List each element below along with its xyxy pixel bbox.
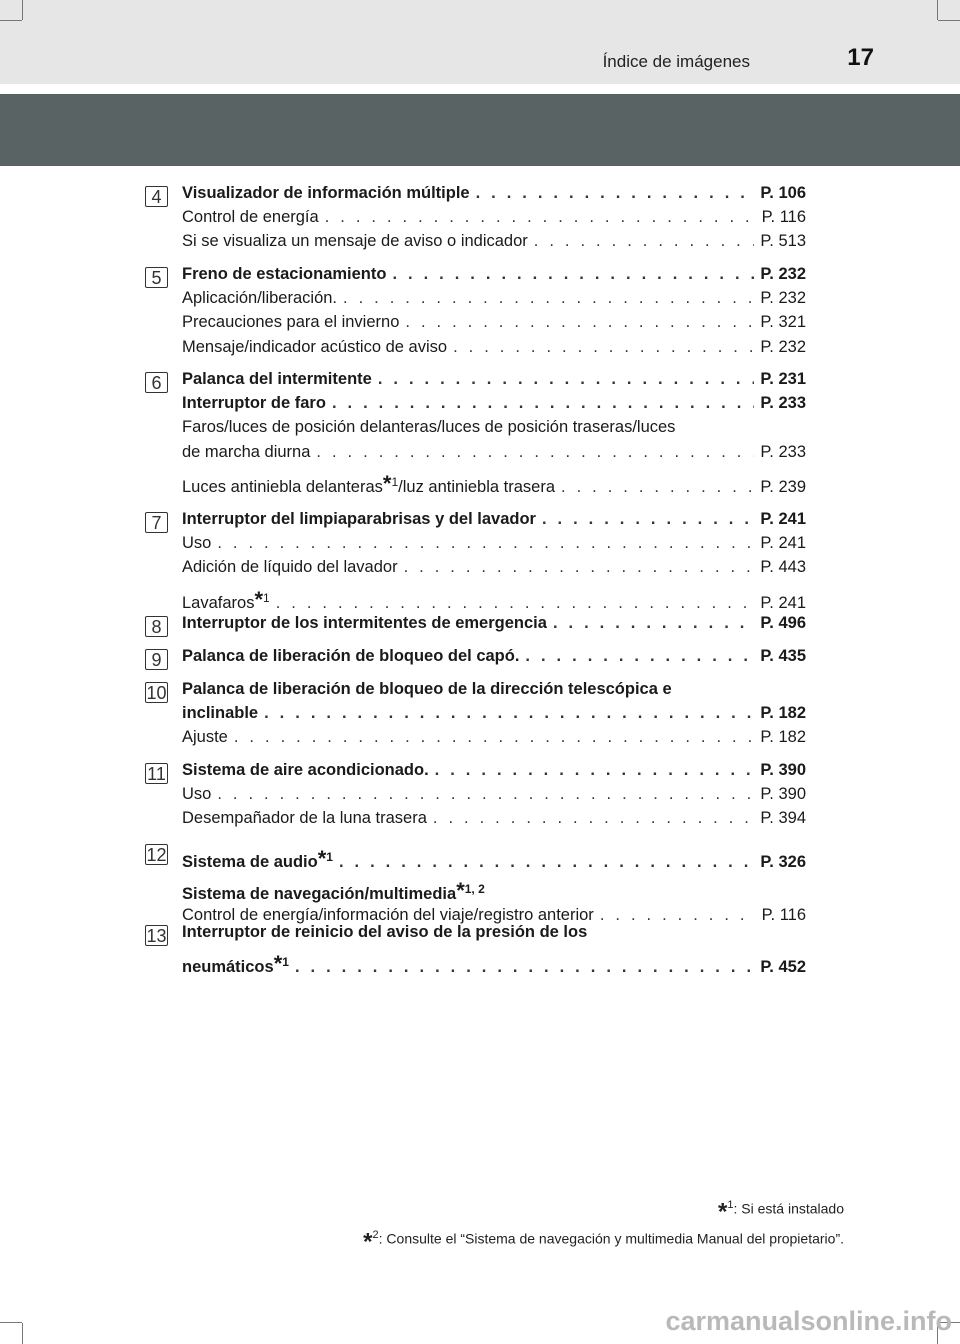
entry-label: Freno de estacionamiento [182,265,387,283]
index-entry[interactable] [182,471,806,495]
dot-leader [378,370,755,389]
item-number-badge: 4 [145,186,168,207]
page-reference[interactable]: P. 232 [760,289,806,308]
page-reference[interactable]: P. 390 [760,785,806,804]
crop-mark [22,0,23,20]
entry-label: Control de energía [182,208,319,227]
footnote-marker: *1 [273,951,289,977]
item-number-badge: 9 [145,649,168,670]
item-number-badge: 10 [146,683,167,703]
entry-label: Uso [182,785,212,804]
entry-label-text: Sistema de audio [182,853,318,871]
entry-label: Interruptor de los intermitentes de emergencia [182,614,547,632]
dot-leader [295,958,754,977]
dot-leader [343,289,754,308]
entry-label: Control de energía/información del viaje/registro anterior [182,906,594,925]
footnote-2: *$^2$: Consulte el “Sistema de navegación y multimedia Manual del propietario”. [363,1228,844,1256]
page-reference[interactable]: P. 394 [760,809,806,828]
page-reference[interactable]: P. 443 [760,558,806,577]
index-entry[interactable] [182,289,806,313]
page-reference[interactable]: P. 321 [760,313,806,332]
entry-label: Aplicación/liberación. [182,289,338,308]
footnote-marker: *1 [382,470,399,496]
entry-label-text: Sistema de navegación/multimedia [182,885,457,904]
entry-label [182,471,555,497]
page-reference[interactable]: P. 232 [760,337,806,356]
page-reference[interactable]: P. 326 [760,853,806,871]
entry-label-text: Lavafaros [182,593,255,612]
dot-leader [433,809,755,828]
page-number: 17 [847,44,874,71]
dot-leader [339,853,754,872]
entry-label: Uso [182,534,212,553]
index-entry[interactable] [182,232,806,256]
item-number-badge: 7 [145,512,168,533]
crop-mark [0,1322,22,1323]
index-entry[interactable] [182,680,806,704]
footnote-marker: *1 [317,846,333,871]
page-reference[interactable]: P. 233 [760,442,806,461]
entry-label: Ajuste [182,728,228,747]
page-reference[interactable]: P. 513 [760,232,806,251]
dot-leader [435,761,755,780]
crop-mark [937,0,938,20]
entry-label: inclinable [182,704,259,723]
entry-label: Sistema de aire acondicionado. [182,761,429,779]
index-entry[interactable] [182,809,806,833]
index-entry[interactable] [182,785,806,809]
index-entry[interactable] [182,208,806,232]
entry-label: Desempañador de la luna trasera [182,809,427,828]
entry-label [182,846,333,872]
item-number-badge: 13 [146,926,167,946]
entry-label [182,951,289,977]
index-entry[interactable] [182,647,806,671]
index-entry[interactable] [182,846,806,870]
index-entry[interactable] [182,443,806,467]
header-band [0,94,960,166]
page-reference[interactable]: P. 116 [761,208,806,227]
item-number-badge: 12 [146,845,167,865]
page-reference[interactable]: P. 232 [760,265,806,283]
dot-leader [476,184,755,203]
page-reference[interactable]: P. 182 [760,728,806,747]
index-entry[interactable] [182,338,806,362]
item-number-badge: 11 [145,763,168,784]
item-number-badge: 8 [145,616,168,637]
footnote-marker: *1 [254,586,270,612]
index-entry[interactable] [182,614,806,638]
item-number-badge: 5 [145,267,168,288]
page-reference[interactable]: P. 496 [760,614,806,632]
entry-label: Mensaje/indicador acústico de aviso [182,337,448,356]
index-entry[interactable] [182,761,806,785]
dot-leader [534,232,755,251]
crop-mark [0,20,22,21]
crop-mark [938,20,960,21]
entry-label: Precauciones para el invierno [182,313,400,332]
index-entry[interactable] [182,313,806,337]
page-reference[interactable]: P. 231 [760,370,806,388]
dot-leader [332,394,754,413]
page-reference[interactable]: P. 241 [760,534,806,553]
dot-leader [392,265,754,284]
entry-label: Visualizador de información múltiple [182,184,470,202]
entry-label: Si se visualiza un mensaje de aviso o indicador [182,232,528,251]
page-reference[interactable]: P. 182 [760,704,806,723]
dot-leader [234,728,755,747]
page-reference[interactable]: P. 435 [760,647,806,665]
entry-label: Adición de líquido del lavador [182,558,398,577]
index-entry[interactable] [182,394,806,418]
entry-label: Interruptor de faro [182,394,326,413]
index-entry[interactable] [182,728,806,752]
entry-label [182,878,806,904]
page-reference[interactable]: P. 233 [760,394,806,413]
footnotes [363,1194,844,1256]
index-entry[interactable] [182,923,806,947]
entry-label-text: neumáticos [182,958,274,977]
index-entry[interactable] [182,418,806,442]
dot-leader [264,704,754,723]
entry-label: de marcha diurna [182,442,311,461]
entry-label-text: Luces antiniebla delanteras [182,477,383,496]
index-entry[interactable] [182,878,806,902]
dot-leader [276,594,755,613]
dot-leader [316,443,754,462]
page-reference[interactable]: P. 239 [760,477,806,496]
index-entry[interactable] [182,510,806,534]
dot-leader [525,647,754,666]
item-number-badge: 6 [145,372,168,393]
dot-leader [325,208,756,227]
dot-leader [542,510,754,529]
footnote-marker: *1, 2 [456,878,485,904]
entry-label: Palanca de liberación de bloqueo del capó. [182,647,520,665]
dot-leader [405,313,754,332]
entry-label-text: /luz antiniebla trasera [398,477,555,496]
section-title: Índice de imágenes [602,52,750,71]
entry-label: Palanca del intermitente [182,370,372,388]
footnote-1: *$^1$: Si está instalado [718,1198,844,1226]
page-reference[interactable]: P. 116 [761,906,806,925]
index-entry[interactable] [182,558,806,582]
index-entry[interactable] [182,704,806,728]
page-reference[interactable]: P. 241 [760,593,806,612]
dot-leader [553,614,754,633]
entry-label: Faros/luces de posición delanteras/luces de posición traseras/luces [182,418,676,437]
dot-leader [217,785,754,804]
dot-leader [453,338,754,357]
page-reference[interactable]: P. 241 [760,510,806,528]
entry-label: Interruptor del limpiaparabrisas y del lavador [182,510,536,528]
dot-leader [561,478,754,497]
index-entry[interactable] [182,587,806,611]
index-entry[interactable] [182,534,806,558]
index-entry[interactable] [182,265,806,289]
dot-leader [217,534,754,553]
header-bar [0,0,960,84]
entry-label [182,587,270,613]
page-reference[interactable]: P. 106 [760,184,806,202]
crop-mark [22,1323,23,1344]
page-reference[interactable]: P. 452 [760,958,806,977]
index-entry[interactable] [182,370,806,394]
watermark: carmanualsonline.info [665,1306,952,1336]
index-entry[interactable] [182,184,806,208]
entry-label: Interruptor de reinicio del aviso de la presión de los [182,923,588,941]
dot-leader [404,558,755,577]
index-entry[interactable] [182,951,806,975]
page-reference[interactable]: P. 390 [760,761,806,779]
entry-label: Palanca de liberación de bloqueo de la dirección telescópica e [182,680,672,698]
